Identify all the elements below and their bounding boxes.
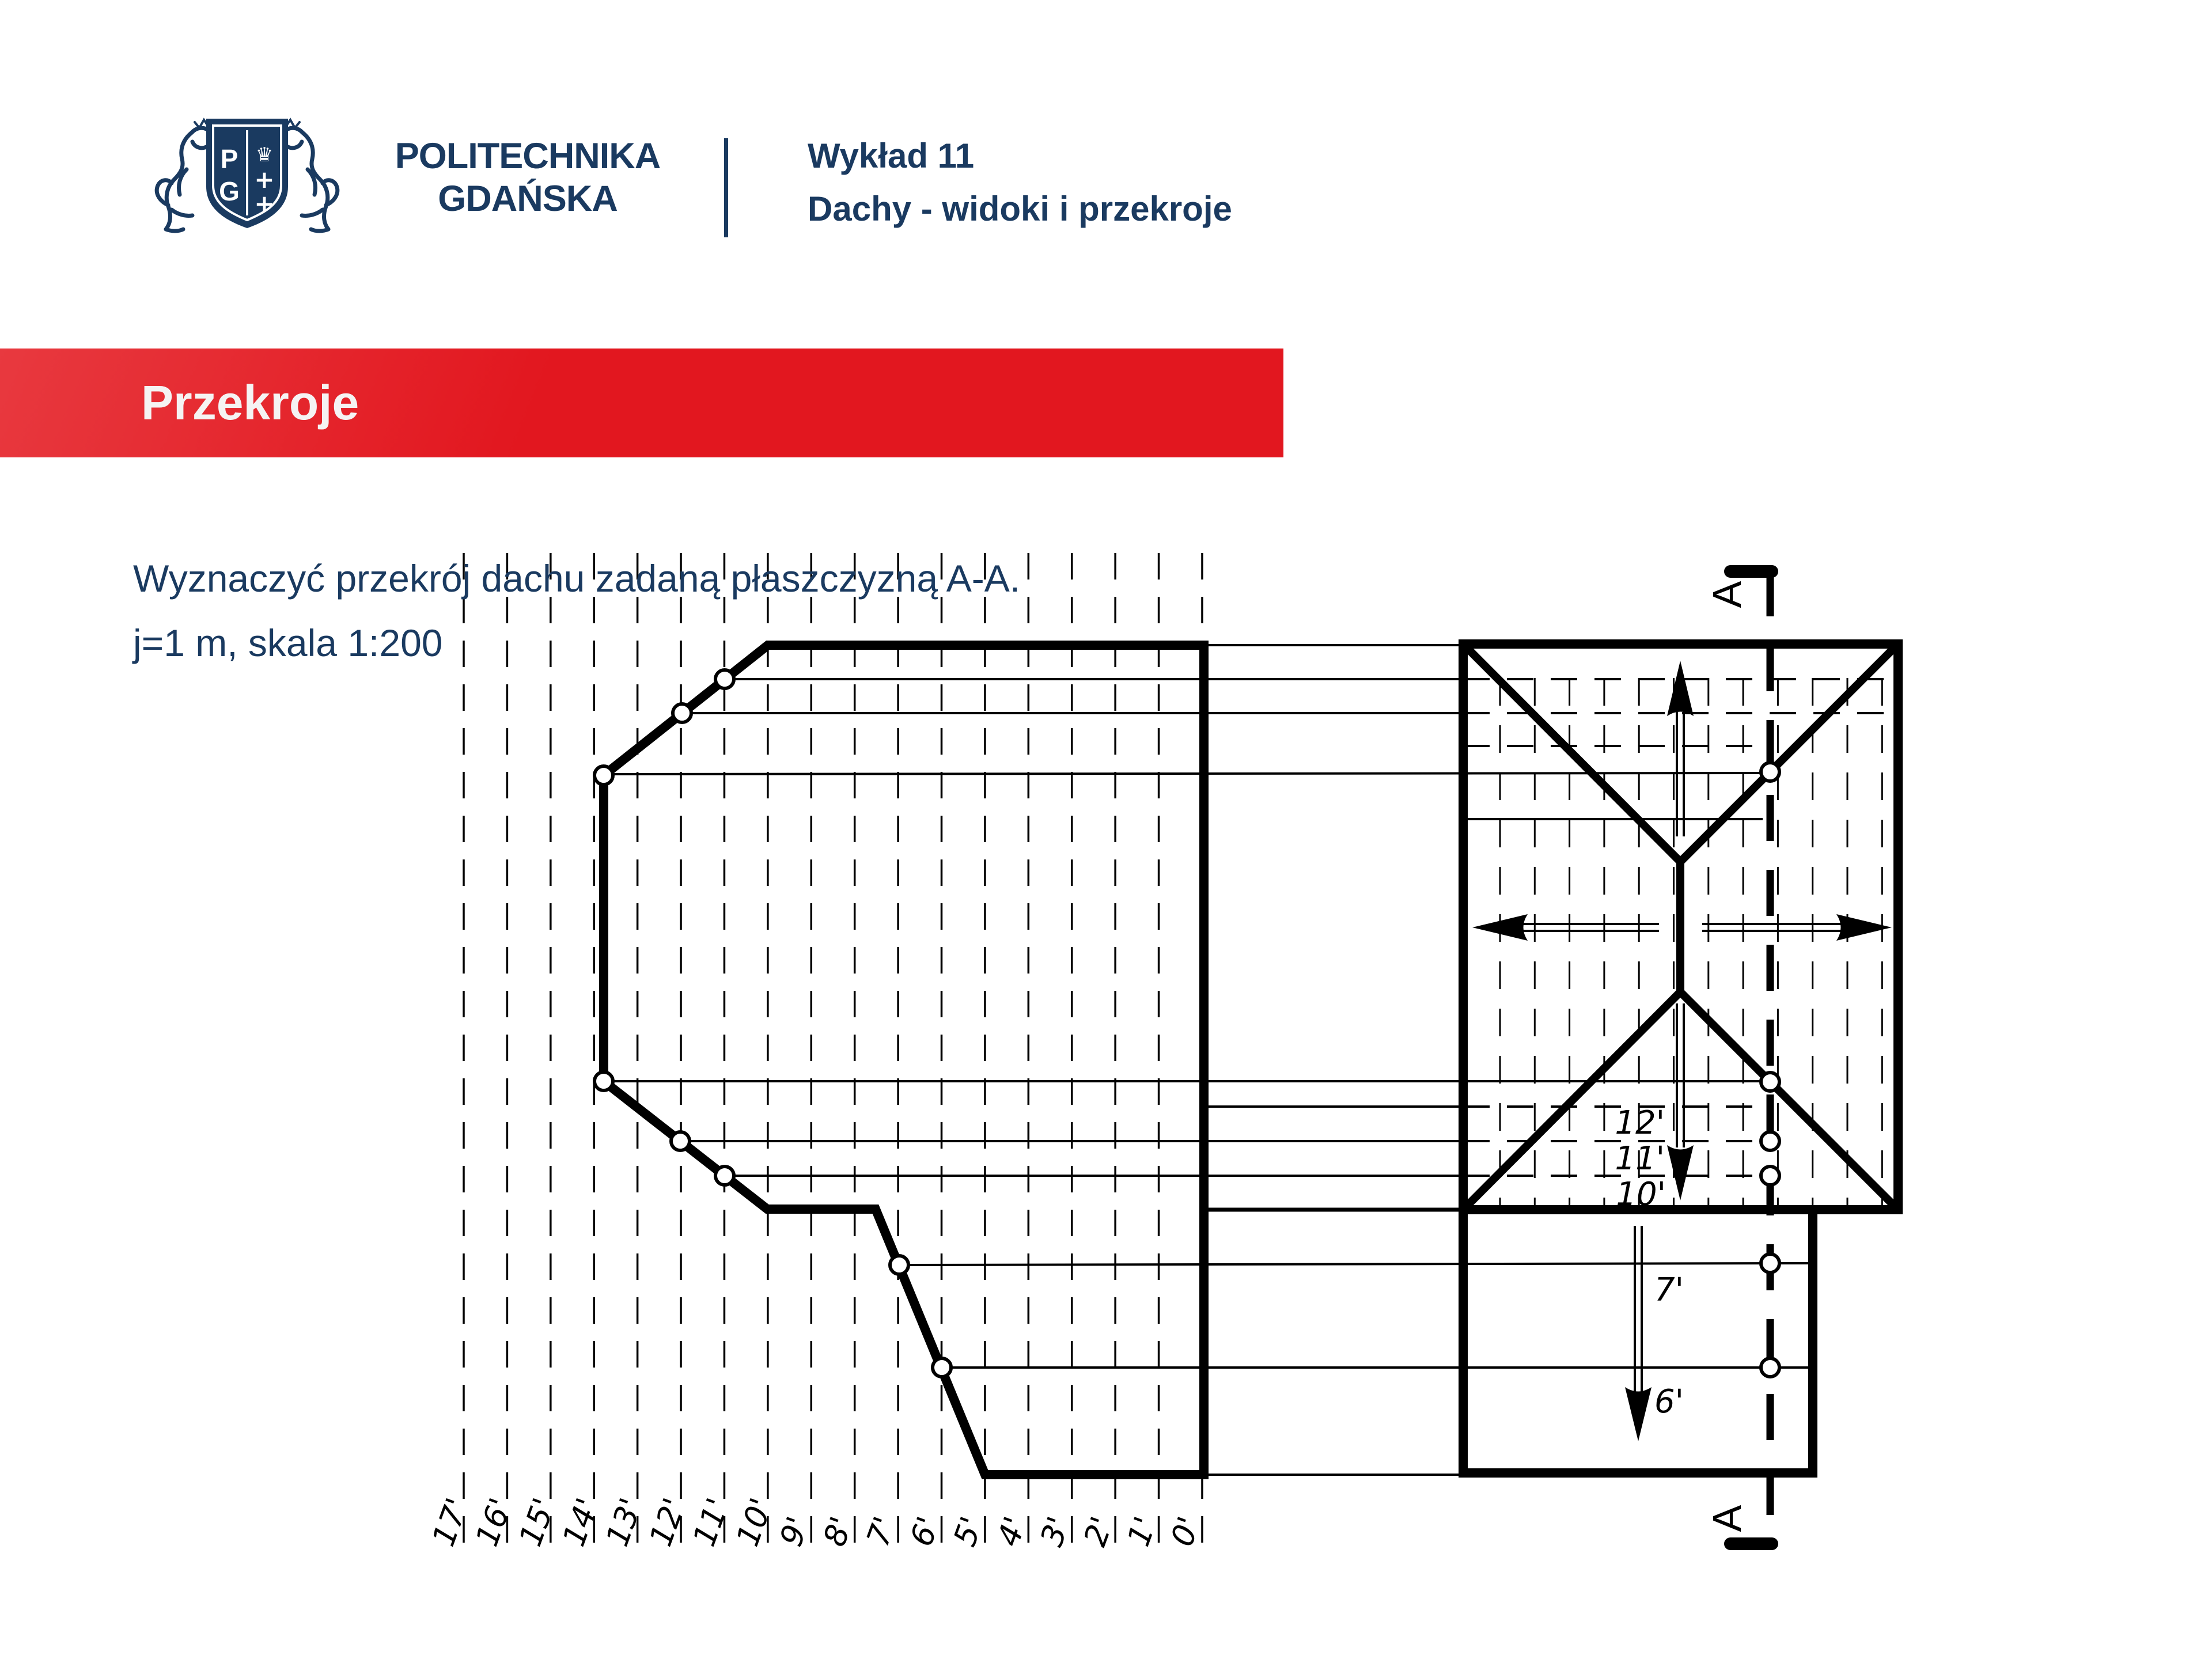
grid-axis-label: 12' (642, 1493, 693, 1551)
grid-axis-label: 8' (816, 1512, 860, 1551)
construction-node (1761, 763, 1779, 781)
grid-axis-label: 13' (599, 1493, 650, 1551)
construction-node (933, 1358, 951, 1377)
grid-axis-label: 10' (729, 1493, 780, 1551)
level-label-10: 10' (1616, 1176, 1666, 1213)
construction-node (594, 1072, 613, 1090)
roof-grid-lines (1500, 678, 1882, 1206)
grid-axis-label: 9' (772, 1512, 817, 1551)
hip-bottom-right (1680, 992, 1898, 1210)
construction-nodes (594, 670, 1779, 1377)
task-description (133, 546, 1020, 675)
roof-plan-right-view (1463, 644, 1898, 1473)
slope-arrow-right-icon (1702, 914, 1892, 941)
task-line2: j=1 m, skala 1:200 (133, 622, 443, 664)
section-banner-title: Przekroje (141, 376, 359, 430)
logo-letter-p: P (220, 144, 238, 174)
slope-arrow-down-icon (1667, 1003, 1694, 1200)
lecture-number: Wykład 11 (808, 137, 975, 175)
grid-axis-label: 16' (468, 1493, 520, 1551)
level-label-12: 12' (1615, 1104, 1665, 1142)
construction-node (1761, 1132, 1779, 1150)
construction-node (673, 704, 691, 722)
grid-axis-label: 15' (512, 1493, 563, 1551)
construction-node (594, 766, 613, 785)
section-label-top: A (1705, 581, 1749, 608)
grid-axis-label: 14' (555, 1493, 607, 1551)
level-label-7: 7' (1654, 1271, 1684, 1309)
grid-lines (464, 553, 1202, 1550)
construction-node (1761, 1166, 1779, 1185)
grid-axis-labels (425, 1493, 1207, 1551)
grid-axis-label: 1' (1120, 1512, 1164, 1551)
logo-cross-top-icon: + (254, 165, 275, 194)
university-name-line1: POLITECHNIKA (395, 136, 661, 176)
grid-axis-label: 5' (946, 1512, 990, 1551)
lecture-title: Dachy - widoki i przekroje (808, 190, 1232, 228)
logo-cross-bottom-icon: + (254, 190, 275, 218)
task-line1: Wyznaczyć przekrój dachu zadaną płaszczyzną A-A. (133, 557, 1021, 600)
slope-arrow-annex-down-icon (1625, 1226, 1652, 1441)
hip-top-right (1680, 644, 1898, 862)
construction-node (890, 1256, 908, 1274)
grid-axis-label: 11' (685, 1493, 737, 1551)
grid-axis-label: 3' (1033, 1512, 1077, 1551)
logo-crown-icon: ♛ (255, 143, 274, 166)
construction-node (671, 1132, 690, 1150)
grid-axis-label: 17' (425, 1493, 476, 1551)
construction-node (1761, 1254, 1779, 1272)
grid-axis-label: 4' (990, 1512, 1034, 1551)
grid-axis-label: 7' (859, 1512, 904, 1551)
level-label-11: 11' (1615, 1140, 1665, 1177)
hip-top-left (1463, 644, 1680, 862)
section-line-a (1705, 570, 1772, 1545)
construction-node (715, 1166, 734, 1185)
grid-axis-label: 0' (1163, 1512, 1208, 1551)
level-label-6: 6' (1654, 1383, 1684, 1421)
construction-node (1761, 1073, 1779, 1091)
university-name-line2: GDAŃSKA (438, 179, 618, 219)
roof-plan-left-view (604, 645, 1204, 1475)
slope-arrow-up-icon (1667, 661, 1694, 836)
logo-letter-g: G (219, 176, 240, 206)
grid-axis-label: 6' (903, 1512, 947, 1551)
projection-lines (604, 645, 1889, 1475)
section-label-bottom: A (1705, 1505, 1749, 1532)
grid-axis-label: 2' (1077, 1512, 1121, 1551)
construction-node (1761, 1358, 1779, 1377)
